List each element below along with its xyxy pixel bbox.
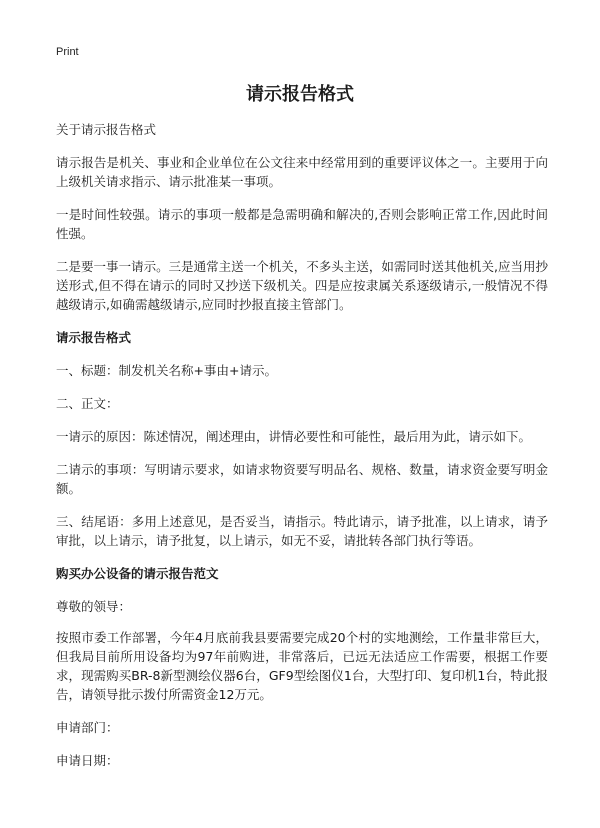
application-date-label: 申请日期：: [56, 753, 119, 768]
format-item-title: 一、标题：制发机关名称+事由+请示。: [56, 363, 277, 378]
subtitle: 关于请示报告格式: [56, 122, 157, 137]
format-item-body: 二、正文：: [56, 396, 119, 411]
print-link[interactable]: Print: [56, 46, 79, 58]
intro-paragraph-2: 一是时间性较强。请示的事项一般都是急需明确和解决的,否则会影响正常工作,因此时间性强。: [56, 207, 548, 241]
intro-paragraph-3: 二是要一事一请示。三是通常主送一个机关，不多头主送，如需同时送其他机关,应当用抄送形式,但不得在请示的同时又抄送下级机关。四是应按隶属关系逐级请示,一般情况不得越级请示,如确需越级请示,应同时抄报直接主管部门。: [56, 259, 548, 312]
salutation: 尊敬的领导：: [56, 599, 132, 614]
format-item-closing: 三、结尾语：多用上述意见，是否妥当，请指示。特此请示，请予批准，以上请求，请予审批，以上请示，请予批复，以上请示，如无不妥，请批转各部门执行等语。: [56, 514, 548, 548]
applicant-dept-label: 申请部门：: [56, 720, 119, 735]
format-item-matters: 二请示的事项：写明请示要求，如请求物资要写明品名、规格、数量，请求资金要写明金额。: [56, 462, 548, 496]
sample-body: 按照市委工作部署，今年4月底前我县要需要完成20个村的实地测绘，工作量非常巨大，但我局目前所用设备均为97年前购进，非常落后，已远无法适应工作需要，根据工作要求，现需购买BR-8新型测绘仪器6台，GF9型绘图仪1台，大型打印、复印机1台，特此报告，请领导批示拨付所需资金12万元。: [56, 630, 548, 702]
format-item-reason: 一请示的原因：陈述情况，阐述理由，讲情必要性和可能性，最后用为此，请示如下。: [56, 429, 532, 444]
page-title: 请示报告格式: [246, 84, 354, 105]
section-heading-sample: 购买办公设备的请示报告范文: [56, 566, 219, 581]
intro-paragraph-1: 请示报告是机关、事业和企业单位在公文往来中经常用到的重要评议体之一。主要用于向上级机关请求指示、请示批准某一事项。: [56, 155, 548, 189]
section-heading-format: 请示报告格式: [56, 330, 132, 345]
document-body: [56, 120, 548, 784]
